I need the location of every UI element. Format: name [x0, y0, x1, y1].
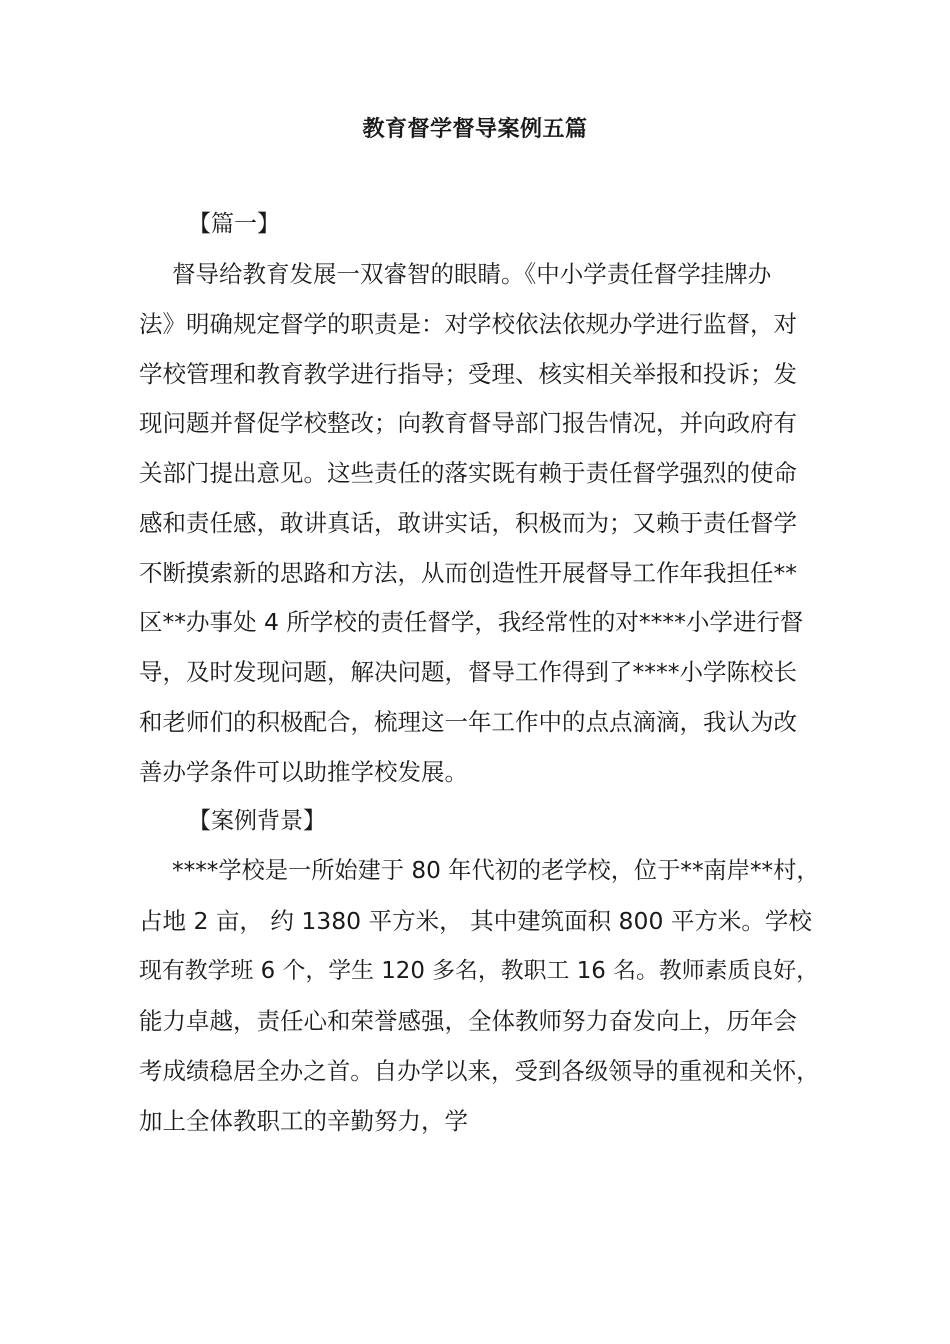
- paragraph-line: 法》明确规定督学的职责是：对学校依法依规办学进行监督，对: [139, 310, 797, 338]
- paragraph-line: 区**办事处 4 所学校的责任督学，我经常性的对****小学进行督: [139, 608, 804, 636]
- paragraph-line: 占地 2 亩， 约 1380 平方米， 其中建筑面积 800 平方米。学校: [139, 907, 812, 935]
- section-heading-part1: 【篇一】: [188, 211, 280, 237]
- paragraph-line: 加上全体教职工的辛勤努力，学: [139, 1107, 468, 1135]
- section-heading-case-background: 【案例背景】: [188, 808, 326, 834]
- paragraph-line: 感和责任感，敢讲真话，敢讲实话，积极而为；又赖于责任督学: [139, 509, 797, 537]
- document-title: 教育督学督导案例五篇: [362, 117, 588, 142]
- paragraph-line: 关部门提出意见。这些责任的落实既有赖于责任督学强烈的使命: [139, 459, 797, 487]
- paragraph-line: 能力卓越，责任心和荣誉感强，全体教师努力奋发向上，历年会: [139, 1007, 797, 1035]
- paragraph-line: 不断摸索新的思路和方法，从而创造性开展督导工作年我担任**: [139, 559, 797, 587]
- paragraph-line: 督导给教育发展一双睿智的眼睛。《中小学责任督学挂牌办: [172, 260, 772, 288]
- paragraph-line: 现有教学班 6 个，学生 120 多名，教职工 16 名。教师素质良好，: [139, 958, 819, 984]
- paragraph-line: 善办学条件可以助推学校发展。: [139, 758, 468, 786]
- paragraph-line: 和老师们的积极配合，梳理这一年工作中的点点滴滴，我认为改: [139, 708, 797, 736]
- paragraph-line: ****学校是一所始建于 80 年代初的老学校，位于**南岸**村，: [172, 857, 820, 884]
- paragraph-line: 现问题并督促学校整改；向教育督导部门报告情况，并向政府有: [139, 409, 797, 437]
- paragraph-line: 考成绩稳居全办之首。自办学以来，受到各级领导的重视和关怀，: [139, 1057, 820, 1085]
- paragraph-line: 导，及时发现问题，解决问题，督导工作得到了****小学陈校长: [139, 658, 797, 686]
- paragraph-line: 学校管理和教育教学进行指导；受理、核实相关举报和投诉；发: [139, 360, 797, 388]
